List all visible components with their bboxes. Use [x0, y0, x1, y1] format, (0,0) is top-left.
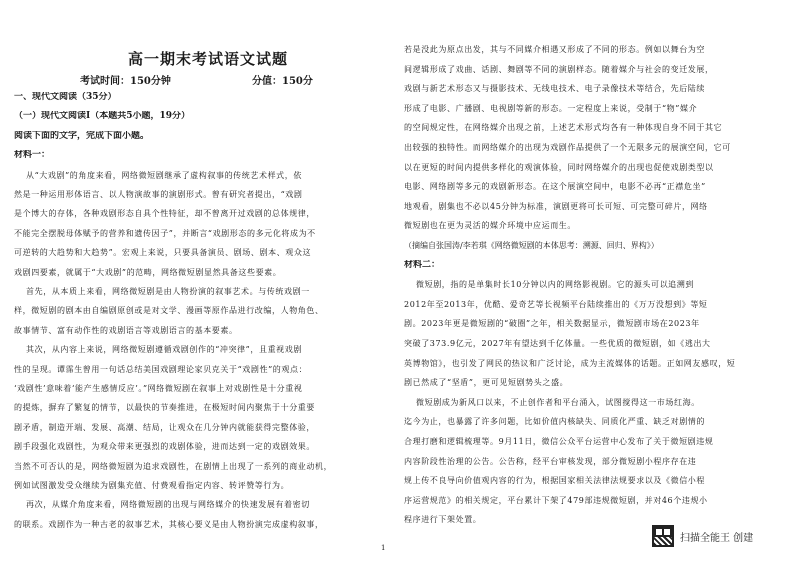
- right-text-line: 规上传不良导向价值观内容的行为，根据国家相关法律法规要求以及《微信小程: [404, 476, 705, 486]
- page-number: 1: [381, 544, 386, 552]
- scanner-watermark: [652, 524, 788, 548]
- right-text-line: 微短剧，指的是单集时长10分钟以内的网络影视剧。它的源头可以追溯到: [416, 280, 694, 290]
- right-text-line: 微短剧也在更为灵活的媒介环境中应运而生。: [404, 221, 576, 231]
- right-text-line: 序运营规范》的相关规定，平台累计下架了479部违规微短剧，并对46个违规小: [404, 495, 708, 505]
- left-text-line: 故事情节、富有动作性的戏剧语言等戏剧语言的基本要素。: [14, 325, 238, 335]
- right-text-line: 间逻辑形成了戏曲、话剧、舞剧等不同的演剧样态。随着媒介与社会的变迁发展，: [404, 64, 714, 74]
- right-text-line: 突破了373.9亿元，2027年有望达到千亿体量。一些优质的微短剧，如《逃出大: [404, 339, 711, 348]
- qr-code-icon: [652, 525, 674, 547]
- left-text-line: 是个博大的存体，各种戏剧形态自具个性特征，却不曾离开过戏剧的总体规律，: [14, 209, 315, 219]
- right-text-line: 形成了电影、广播剧、电视剧等新的形态。一定程度上来说，受制于“物”媒介: [404, 103, 698, 113]
- left-text-line: 材料一：: [14, 150, 51, 161]
- left-text-line: 性的呈现。谭霈生曾用一句话总结美国戏剧理论家贝克关于“戏剧性”的观点：: [14, 364, 308, 374]
- left-text-line: 其次，从内容上来说，网络微短剧遵循戏剧创作的“冲突律”，且重视戏剧: [26, 345, 302, 355]
- right-text-line: （摘编自张国涛/李若琪《网络微短剧的本体思考：溯源、回归、界构》）: [404, 241, 659, 250]
- left-text-line: 然是一种运用形体语言、以人物演故事的演剧形式。曾有研究者提出，“戏剧: [14, 190, 303, 199]
- left-text-line: 例如试图激发受众继续为剧集充值、付费观看指定内容、转评赞等行为。: [14, 481, 290, 490]
- right-text-line: 戏剧与新艺术形态又与摄影技术、无线电技术、电子录像技术等结合，先后陆续: [404, 84, 705, 94]
- right-text-line: 出较强的独特性。而网络媒介的出现为戏剧作品提供了一个无限多元的展演空间，它可: [404, 143, 731, 152]
- right-text-line: 合理打磨和逻辑梳理等。9月11日，微信公众平台运营中心发布了关于微短剧违规: [404, 437, 714, 446]
- right-text-line: 内容阶段性治理的公告。公告称，经平台审核发现，部分微短剧小程序存在违: [404, 456, 697, 466]
- left-text-line: 从“大戏剧”的角度来看，网络微短剧继承了虚构叙事的传统艺术样式，依: [26, 170, 302, 180]
- right-text-line: 剧。2023年更是微短剧的“破圈”之年，相关数据显示，微短剧市场在2023年: [404, 319, 700, 329]
- right-text-line: 程序进行下架处置。: [404, 515, 482, 525]
- right-text-line: 微短剧成为新风口以来，不止创作者和平台涌入，试图搅得这一市场红海。: [416, 397, 700, 407]
- right-text-line: 剧已然成了“坚盾”，更可见短剧势头之盛。: [404, 378, 569, 388]
- left-text-line: 的联系。戏剧作为一种古老的叙事艺术，其核心要义是由人物扮演完成虚构叙事，: [14, 519, 324, 529]
- right-text-line: 2012年至2013年，优酷、爱奇艺等长视频平台陆续推出的《万万没想到》等短: [404, 299, 708, 309]
- right-text-line: 电影、网络剧等多元的戏剧新形态。在这个展演空间中，电影不必再“正襟危坐”: [404, 182, 706, 192]
- left-text-line: 样，微短剧的剧本由自编剧原创或是对文学、漫画等原作品进行改编，人物角色、: [14, 306, 324, 316]
- exam-title: 高一期末考试语文试题: [128, 50, 289, 68]
- left-text-line: 一、现代文阅读（35分）: [14, 92, 117, 102]
- right-text-line: 若是没此为原点出发，其与不同媒介相遇又形成了不同的形态。例如以舞台为空: [404, 45, 705, 54]
- left-text-line: 剧矛盾，制造开端、发展、高潮、结局，让观众在几分钟内就能获得完整体验，: [14, 422, 315, 432]
- right-text-line: 以在更短的时间内提供多样化的观演体验，同时网络媒介的出现也促使戏剧类型以: [404, 162, 714, 172]
- left-text-line: 不能完全摆脱母体赋予的营养和遗传因子”，并断言“戏剧形态的多元化将成为不: [14, 228, 316, 238]
- left-text-line: 当然不可否认的是，网络微短剧为追求戏剧性，在剧情上出现了一系列的商业动机，: [14, 461, 333, 471]
- scanner-brand-text: 扫描全能王 创建: [680, 532, 754, 544]
- right-text-line: 材料二：: [404, 259, 441, 270]
- left-text-line: 可逆转的大趋势和大趋势”。宏观上来说，只要具备演员、剧场、剧本、观众这: [14, 248, 312, 258]
- right-text-line: 地观看，剧集也不必以45分钟为标准，演剧更将可长可短、可完整可碎片，网络: [404, 201, 708, 211]
- left-text-line: 剧手段强化戏剧性，为观众带来更强烈的戏剧体验，进而达到一定的戏剧效果。: [14, 442, 315, 452]
- left-text-line: （一）现代文阅读Ⅰ（本题共5小题，19分）: [14, 111, 190, 122]
- left-text-line: ‘戏剧性’意味着‘能产生感情反应’。”网络微短剧在叙事上对戏剧性是十分重视: [14, 384, 303, 393]
- left-text-line: 阅读下面的文字，完成下面小题。: [14, 130, 150, 141]
- exam-full-score: 分值：150分: [252, 76, 313, 87]
- left-text-line: 再次，从媒介角度来看，网络微短剧的出现与网络媒介的快速发展有着密切: [26, 500, 310, 510]
- exam-time: 考试时间：150分钟: [80, 76, 171, 87]
- left-text-line: 的提炼，摒弃了繁复的情节，以最快的节奏推进，在极短时间内聚焦于十分重要: [14, 403, 315, 413]
- left-text-line: 戏剧四要素，就属于“大戏剧”的范畴，网络微短剧显然具备这些要素。: [14, 267, 282, 277]
- left-text-line: 首先，从本质上来看，网络微短剧是由人物扮演的叙事艺术。与传统戏剧一: [26, 287, 310, 296]
- right-text-line: 的空间规定性，在网络媒介出现之前，上述艺术形式均各有一种体现自身不同于其它: [404, 123, 723, 133]
- right-text-line: 迄今为止，也暴露了许多问题，比如价值内核缺失、同质化严重、缺乏对剧情的: [404, 417, 705, 427]
- right-text-line: 英博物馆》，也引发了网民的热议和广泛讨论，成为主流媒体的话题。正如网友感叹，短: [404, 358, 736, 368]
